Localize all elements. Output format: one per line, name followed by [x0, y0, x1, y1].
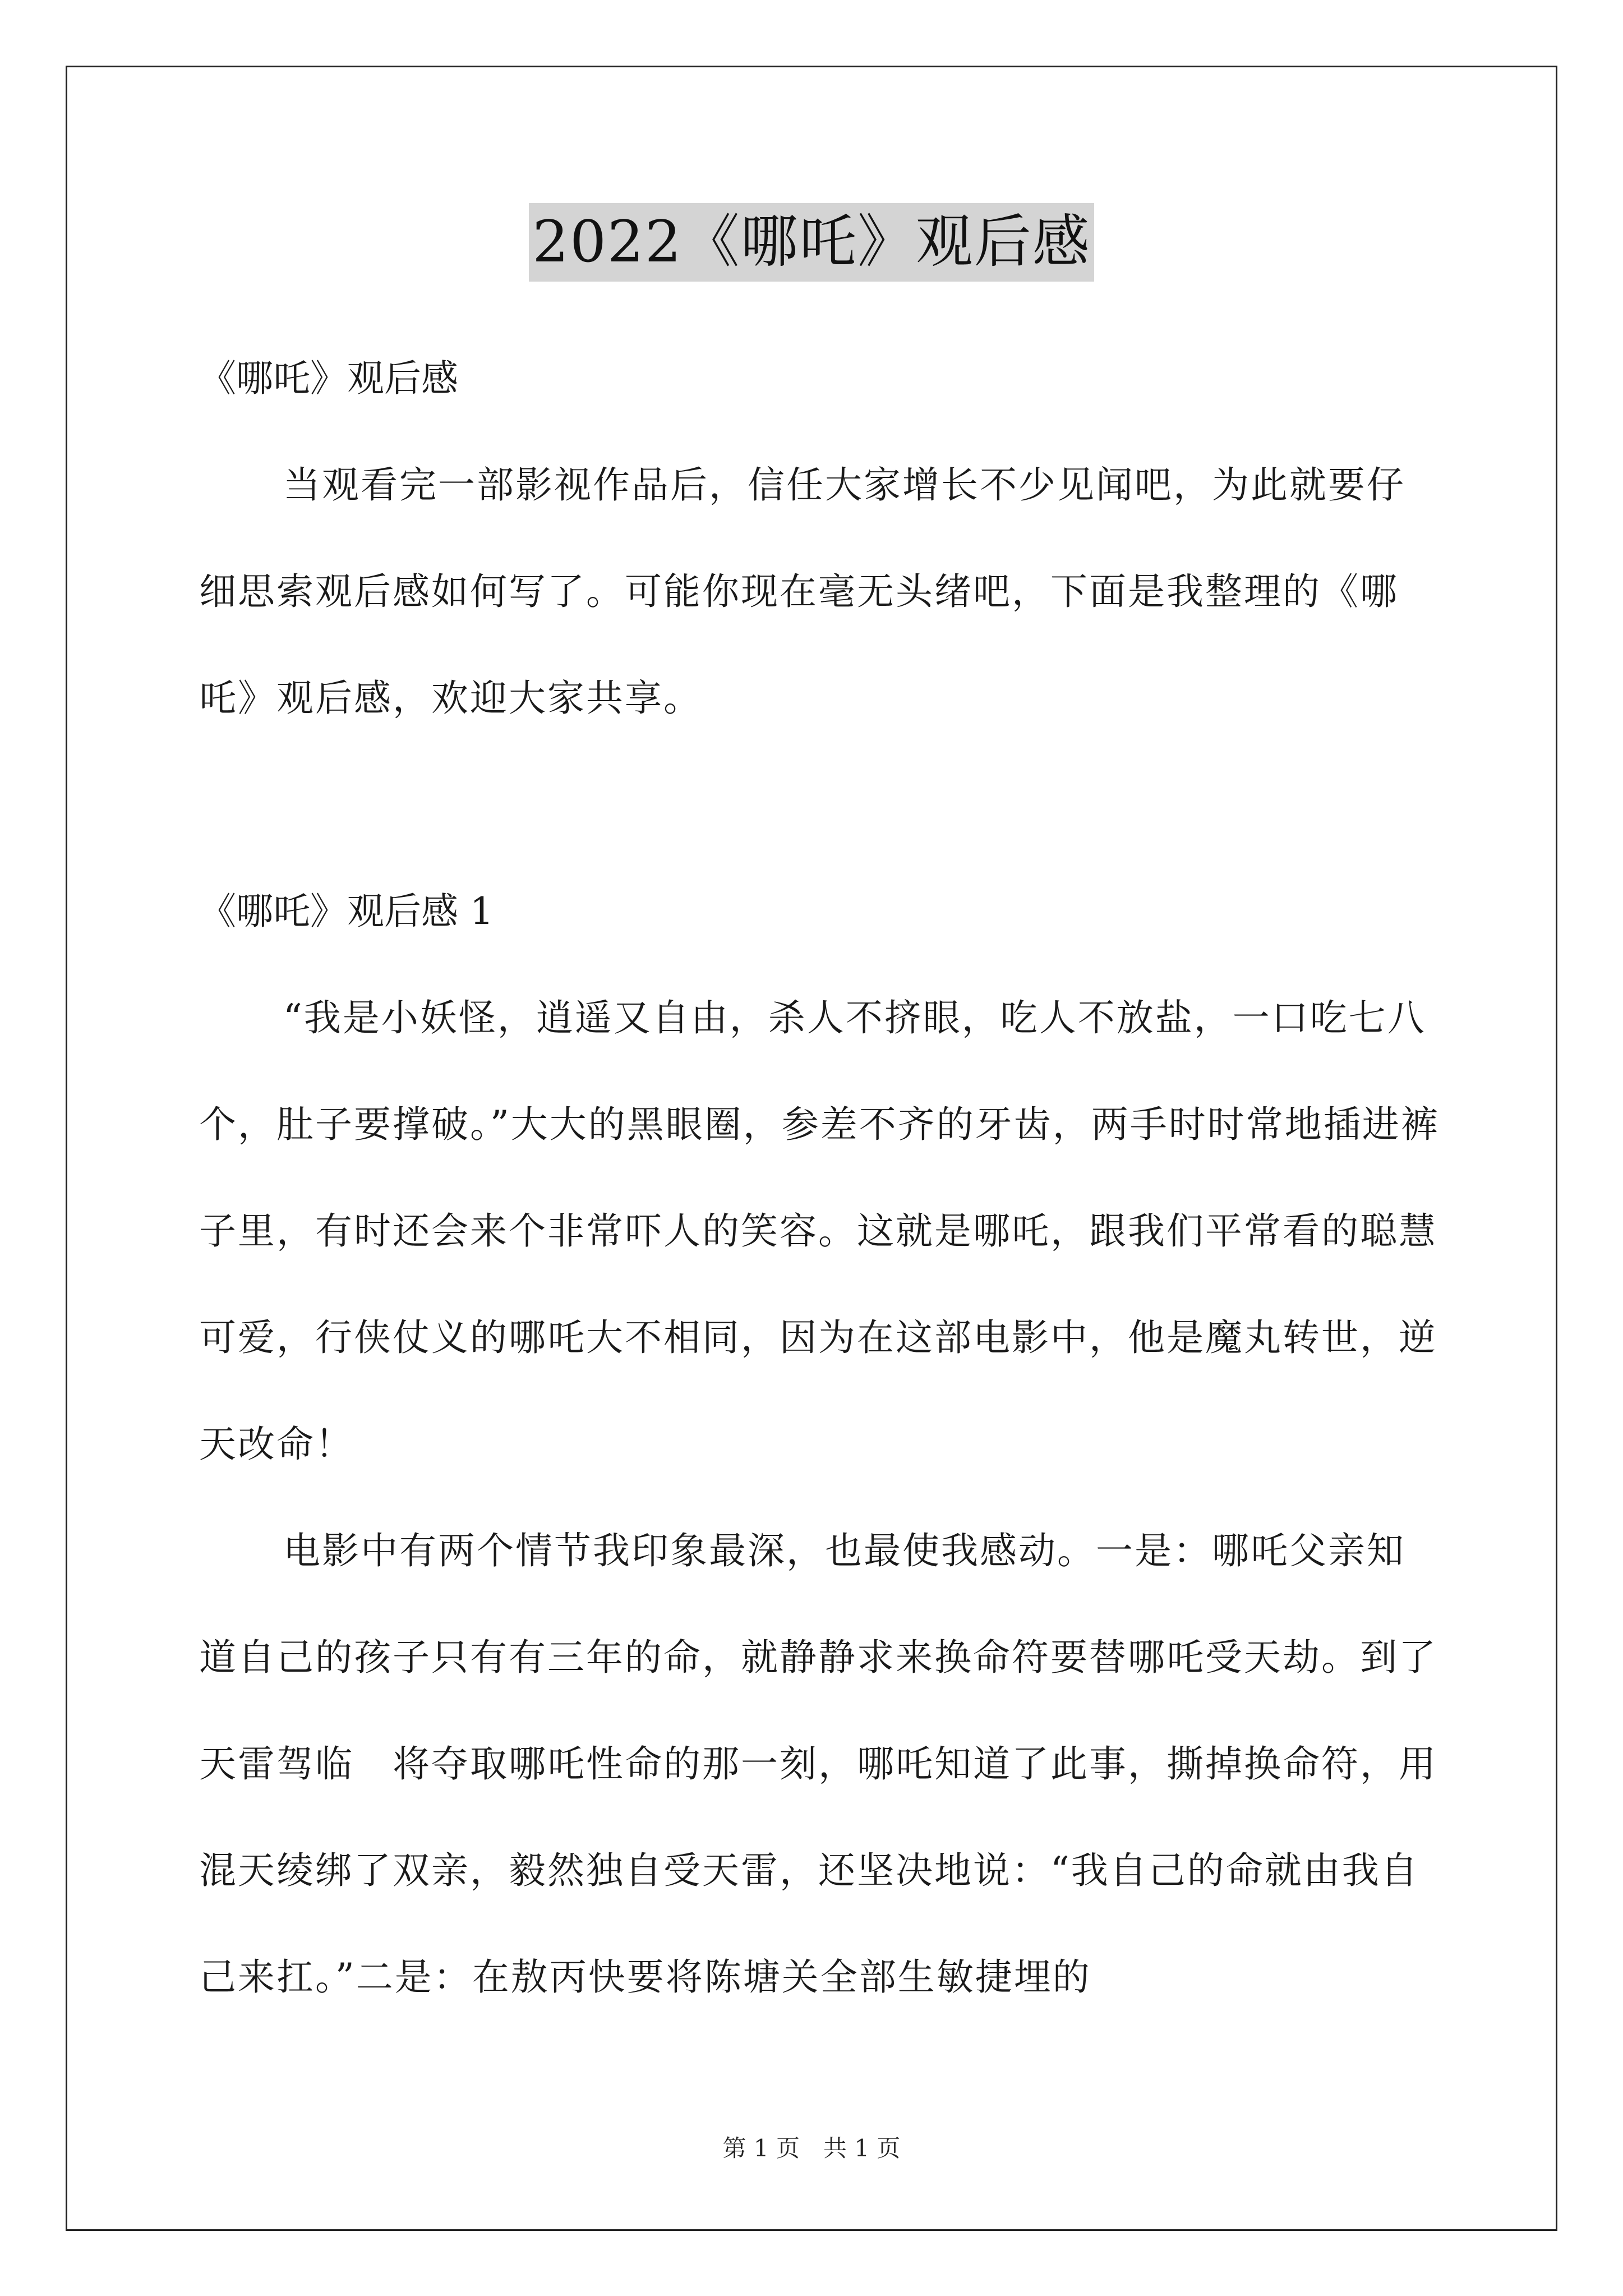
section1-paragraph-1: “我是小妖怪，逍遥又自由，杀人不挤眼，吃人不放盐，一口吃七八个，肚子要撑破。”大大的黑眼圈，参差不齐的牙齿，两手时时常地插进裤子里，有时还会来个非常吓人的笑容。这就是哪吒，跟我们平常看的聪慧可爱，行侠仗义的哪吒大不相同，因为在这部电影中，他是魔丸转世，逆天改命！	[199, 996, 1440, 1466]
section-gap	[199, 752, 1441, 858]
page-footer: 第 1 页 共 1 页	[722, 2134, 901, 2162]
document-body	[199, 325, 1441, 2031]
intro-heading: 《哪吒》观后感	[199, 357, 458, 400]
section1-heading: 《哪吒》观后感 1	[199, 890, 494, 933]
document-title: 2022《哪吒》观后感	[529, 203, 1094, 282]
intro-paragraph: 当观看完一部影视作品后，信任大家增长不少见闻吧，为此就要仔细思索观后感如何写了。可能你现在毫无头绪吧，下面是我整理的《哪吒》观后感，欢迎大家共享。	[199, 463, 1405, 720]
section1-paragraph-2: 电影中有两个情节我印象最深，也最使我感动。一是：哪吒父亲知道自己的孩子只有有三年的命，就静静求来换命符要替哪吒受天劫。到了天雷驾临 将夺取哪吒性命的那一刻，哪吒知道了此事，撕掉换命符，用混天绫绑了双亲，毅然独自受天雷，还坚决地说：“我自己的命就由我自己来扛。”二是：在敖丙快要将陈塘关全部生敏捷埋的	[199, 1529, 1437, 1999]
title-container	[0, 203, 1623, 282]
